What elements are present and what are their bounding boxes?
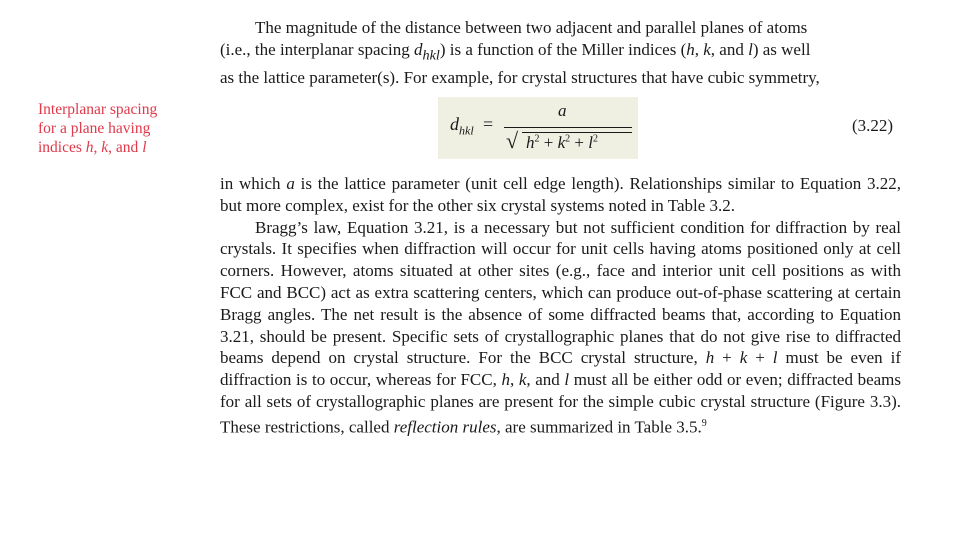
fraction-bar [504,127,632,128]
intro-line: The magnitude of the distance between two adjacent and parallel planes of atoms [255,18,808,37]
intro-line: as the lattice parameter(s). For example, for crystal structures that have cubic symmetry, [220,67,820,87]
equation-box [438,97,638,159]
intro-line: (i.e., the interplanar spacing $d_{hkl}$) is a function of the Miller indices (h, k, and l) as well [220,39,811,64]
equation-equals: = [483,114,494,134]
margin-note-line: Interplanar spacing [38,101,158,118]
margin-note [38,100,208,157]
clipped-previous-line [220,0,901,10]
equation-lhs: $d_{hkl}$ [450,114,474,138]
margin-note-line: indices h, k, and l [38,139,147,156]
intro-paragraph [220,17,901,89]
continuation-paragraph: in which a is the lattice parameter (unit cell edge length). Relationships similar to Equation 3.22, but more complex, exist for the other six crystal systems noted in Table 3.2. [220,174,901,215]
footnote-marker: 9 [701,417,707,429]
emphasis: reflection rules [393,417,497,437]
body-text [220,173,901,438]
equation-number: (3.22) [852,116,894,135]
radical-sign: √ [506,128,519,153]
equation-numerator: a [558,101,567,120]
equation-denominator: $h^2 + k^2 + l^2$ [526,133,598,152]
margin-note-line: for a plane having [38,120,151,137]
bragg-paragraph: Bragg’s law, Equation 3.21, is a necessary but not sufficient condition for diffraction by real crystals. It specifies when diffraction will occur for unit cells having atoms positioned only at cell corners. However, atoms situated at other sites (e.g., face and interior unit cell positions as with FCC and BCC) act as extra scattering centers, which can produce out-of-phase scattering at certain Bragg angles. The net result is the absence of some diffracted beams that, according to Equation 3.21, should be present. Specific sets of crystallographic planes that do not give rise to diffracted beams depend on crystal structure. For the BCC crystal structure, h + k + l must be even if diffraction is to occur, whereas for FCC, h, k, and l must all be either odd or even; diffracted beams for all sets of crystallographic planes are present for the simple cubic crystal structure (Figure 3.3). These restrictions, called reflection rules, are summarized in Table 3.5.$^9$ [220,217,902,437]
